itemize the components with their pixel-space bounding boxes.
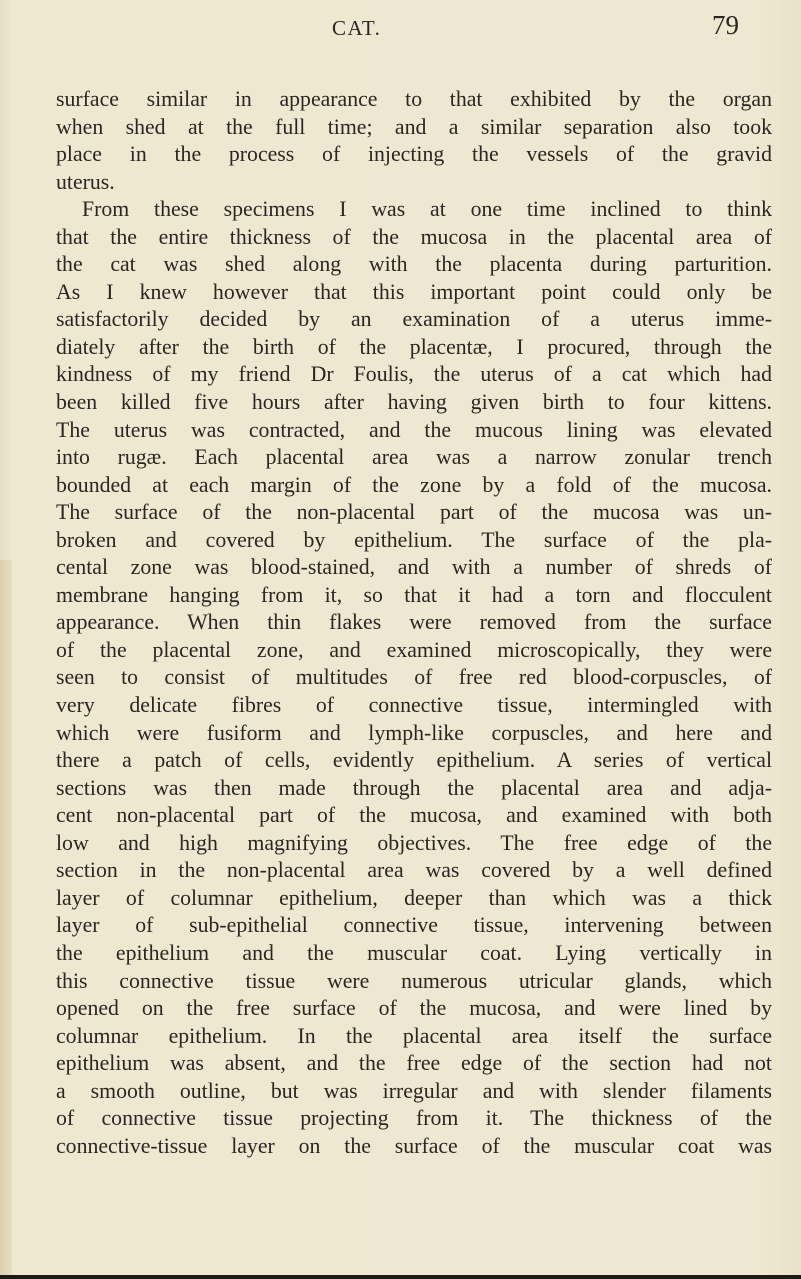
page-number: 79 xyxy=(712,10,739,40)
text-line: kindness of my friend Dr Foulis, the uterus of a cat which had xyxy=(56,362,772,387)
text-line: of the placental zone, and examined microscopically, they were xyxy=(56,637,772,662)
text-line: into rugæ. Each placental area was a narrow zonular trench xyxy=(56,445,772,470)
text-line: broken and covered by epithelium. The surface of the pla- xyxy=(56,527,772,552)
text-line: layer of columnar epithelium, deeper than which was a thick xyxy=(56,885,772,910)
text-line: cent non-placental part of the mucosa, and examined with both xyxy=(56,803,772,828)
text-line: section in the non-placental area was covered by a well defined xyxy=(56,858,772,883)
text-line: layer of sub-epithelial connective tissue, intervening between xyxy=(56,913,772,938)
text-line: epithelium was absent, and the free edge of the section had not xyxy=(56,1051,772,1076)
page-gutter-shadow xyxy=(0,560,12,1279)
text-line: satisfactorily decided by an examination of a uterus imme- xyxy=(56,307,772,332)
text-line: that the entire thickness of the mucosa in the placental area of xyxy=(56,224,772,249)
text-line: seen to consist of multitudes of free red blood-corpuscles, of xyxy=(56,665,772,690)
text-line: From these specimens I was at one time inclined to think xyxy=(82,197,772,222)
text-line: a smooth outline, but was irregular and with slender filaments xyxy=(56,1078,772,1103)
text-line: the cat was shed along with the placenta during parturition. xyxy=(56,252,772,277)
text-line: membrane hanging from it, so that it had a torn and flocculent xyxy=(56,582,772,607)
text-line: very delicate fibres of connective tissue, intermingled with xyxy=(56,693,772,718)
running-head xyxy=(0,6,801,46)
text-line: opened on the free surface of the mucosa, and were lined by xyxy=(56,996,772,1021)
text-line: surface similar in appearance to that exhibited by the organ xyxy=(56,87,772,111)
text-line: there a patch of cells, evidently epithelium. A series of vertical xyxy=(56,748,772,773)
text-line: bounded at each margin of the zone by a fold of the mucosa. xyxy=(56,472,772,497)
text-line: connective-tissue layer on the surface of the muscular coat was xyxy=(56,1133,772,1158)
text-line: when shed at the full time; and a similar separation also took xyxy=(56,114,772,139)
text-line: appearance. When thin flakes were removed from the surface xyxy=(56,610,772,635)
body-text xyxy=(56,86,772,1160)
text-line: which were fusiform and lymph-like corpuscles, and here and xyxy=(56,720,772,745)
text-line: columnar epithelium. In the placental area itself the surface xyxy=(56,1023,772,1048)
page-bottom-edge xyxy=(0,1275,801,1279)
text-line: low and high magnifying objectives. The free edge of the xyxy=(56,830,772,855)
text-line: of connective tissue projecting from it. The thickness of the xyxy=(56,1106,772,1131)
text-line: place in the process of injecting the vessels of the gravid xyxy=(56,142,772,167)
text-line: The uterus was contracted, and the mucous lining was elevated xyxy=(56,417,772,442)
text-line: The surface of the non-placental part of the mucosa was un- xyxy=(56,500,772,525)
text-line: As I knew however that this important point could only be xyxy=(56,279,772,304)
text-line: diately after the birth of the placentæ, I procured, through the xyxy=(56,334,772,359)
text-line: uterus. xyxy=(56,169,115,194)
running-title: CAT. xyxy=(332,16,382,40)
text-line: been killed five hours after having given birth to four kittens. xyxy=(56,390,772,415)
text-line: cental zone was blood-stained, and with a number of shreds of xyxy=(56,555,772,580)
text-line: the epithelium and the muscular coat. Lying vertically in xyxy=(56,940,772,965)
text-line: sections was then made through the placental area and adja- xyxy=(56,775,772,800)
text-line: this connective tissue were numerous utricular glands, which xyxy=(56,968,772,993)
